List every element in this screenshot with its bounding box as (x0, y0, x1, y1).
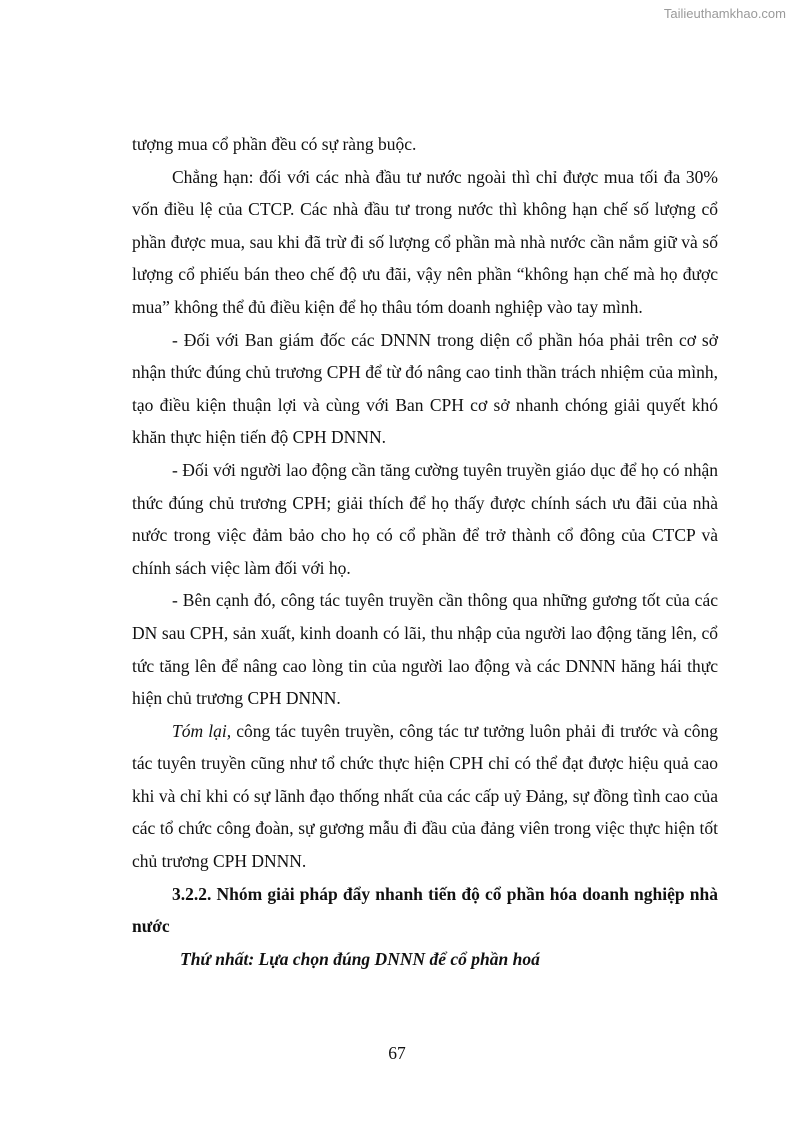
section-heading: 3.2.2. Nhóm giải pháp đẩy nhanh tiến độ cổ phần hóa doanh nghiệp nhà nước (132, 883, 718, 937)
paragraph-5: - Bên cạnh đó, công tác tuyên truyền cần thông qua những gương tốt của các DN sau CPH, sản xuất, kinh doanh có lãi, thu nhập của người lao động tăng lên, cổ tức tăng lên để nâng cao lòng tin của người lao động và các DNNN hăng hái thực hiện chủ trương CPH DNNN. (132, 590, 718, 709)
paragraph-1: tượng mua cổ phần đều có sự ràng buộc. (132, 134, 417, 154)
paragraph-6-rest: công tác tuyên truyền, công tác tư tưởng luôn phải đi trước và công tác tuyên truyền cũng như tổ chức thực hiện CPH chỉ có thể đạt được hiệu quả cao khi và chỉ khi có sự lãnh đạo thống nhất của các cấp uỷ Đảng, sự đồng tình cao của các tổ chức công đoàn, sự gương mẫu đi đầu của đảng viên trong việc thực hiện tốt chủ trương CPH DNNN. (132, 720, 718, 872)
subheading: Thứ nhất: Lựa chọn đúng DNNN để cổ phần hoá (180, 948, 540, 969)
paragraph-6 (132, 715, 718, 878)
document-body (132, 128, 718, 975)
paragraph-3: - Đối với Ban giám đốc các DNNN trong diện cổ phần hóa phải trên cơ sở nhận thức đúng chủ trương CPH để từ đó nâng cao tinh thần trách nhiệm của mình, tạo điều kiện thuận lợi và cùng với Ban CPH cơ sở nhanh chóng giải quyết khó khăn thực hiện tiến độ CPH DNNN. (132, 329, 718, 448)
paragraph-4: - Đối với người lao động cần tăng cường tuyên truyền giáo dục để họ có nhận thức đúng chủ trương CPH; giải thích để họ thấy được chính sách ưu đãi của nhà nước trong việc đảm bảo cho họ có cổ phần để trở thành cổ đông của CTCP và chính sách việc làm đối với họ. (132, 459, 718, 578)
paragraph-6-lead: Tóm lại, (172, 720, 232, 741)
page-number: 67 (388, 1043, 406, 1063)
watermark: Tailieuthamkhao.com (663, 6, 786, 21)
paragraph-2: Chẳng hạn: đối với các nhà đầu tư nước ngoài thì chỉ được mua tối đa 30% vốn điều lệ của CTCP. Các nhà đầu tư trong nước thì không hạn chế số lượng cổ phần được mua, sau khi đã trừ đi số lượng cổ phần mà nhà nước cần nắm giữ và số lượng cổ phiếu bán theo chế độ ưu đãi, vậy nên phần “không hạn chế mà họ được mua” không thể đủ điều kiện để họ thâu tóm doanh nghiệp vào tay mình. (132, 166, 718, 317)
